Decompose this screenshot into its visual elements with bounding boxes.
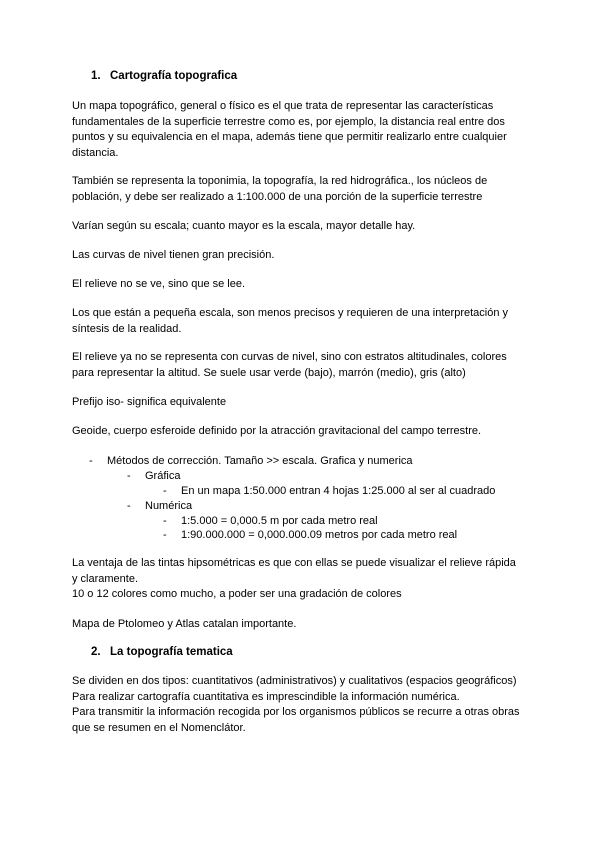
- text-line: El relieve no se ve, sino que se lee.: [72, 278, 246, 290]
- paragraph-definition: [72, 99, 532, 161]
- list-dash: -: [163, 515, 167, 527]
- section-1-heading: [91, 69, 237, 83]
- list-dash: -: [163, 529, 167, 541]
- list-subsubitem-text: En un mapa 1:50.000 entran 4 hojas 1:25.000 al ser al cuadrado: [181, 485, 496, 497]
- list-dash: -: [89, 455, 93, 467]
- list-subsubitem-text: 1:90.000.000 = 0,000.000.09 metros por cada metro real: [181, 529, 458, 541]
- text-line: Las curvas de nivel tienen gran precisión.: [72, 249, 275, 261]
- paragraph-geoide: [72, 424, 532, 440]
- text-line: Los que están a pequeña escala, son menos precisos y requieren de una interpretación y: [72, 307, 509, 319]
- list-subsubitem-text: 1:5.000 = 0,000.5 m por cada metro real: [181, 515, 378, 527]
- text-line: Geoide, cuerpo esferoide definido por la atracción gravitacional del campo terrestre.: [72, 425, 482, 437]
- text-line: puntos y su equivalencia en el mapa, además tiene que permitir realizarlo entre cualquier: [72, 131, 507, 143]
- paragraph-estratos: [72, 350, 532, 381]
- paragraph-toponimia: [72, 174, 532, 205]
- text-line: que se resumen en el Nomenclátor.: [72, 721, 246, 734]
- section-1-number: 1.: [91, 70, 101, 82]
- section-2-heading: [91, 645, 233, 659]
- text-line: Para realizar cartografía cuantitativa es imprescindible la información numérica.: [72, 690, 460, 703]
- list-dash: -: [163, 485, 167, 497]
- text-line: Para transmitir la información recogida por los organismos públicos se recurre a otras obras: [72, 706, 520, 718]
- paragraph-escala: [72, 219, 532, 235]
- paragraph-tematica: [72, 674, 532, 736]
- text-line: La ventaja de las tintas hipsométricas es que con ellas se puede visualizar el relieve rápida: [72, 557, 516, 569]
- text-line: Se dividen en dos tipos: cuantitativos (administrativos) y cualitativos (espacios geográficos): [72, 675, 517, 687]
- text-line: Mapa de Ptolomeo y Atlas catalan importante.: [72, 618, 297, 630]
- text-line: y claramente.: [72, 572, 139, 585]
- text-line: También se representa la toponimia, la topografía, la red hidrográfica., los núcleos de: [72, 175, 488, 187]
- paragraph-ptolomeo: [72, 617, 532, 633]
- text-line: Un mapa topográfico, general o físico es el que trata de representar las características: [72, 100, 494, 112]
- text-line: 10 o 12 colores como mucho, a poder ser una gradación de colores: [72, 588, 402, 600]
- text-line: El relieve ya no se representa con curvas de nivel, sino con estratos altitudinales, colores: [72, 351, 507, 363]
- text-line: síntesis de la realidad.: [72, 322, 182, 335]
- text-line: fundamentales de la superficie terrestre como es, por ejemplo, la distancia real entre dos: [72, 115, 505, 128]
- paragraph-tintas: [72, 556, 532, 603]
- list-subitem-text: Gráfica: [145, 470, 181, 482]
- text-line: distancia.: [72, 146, 119, 159]
- section-1-title: Cartografía topografica: [110, 70, 238, 82]
- paragraph-pequena-escala: [72, 306, 532, 337]
- list-dash: -: [127, 470, 131, 482]
- text-line: población, y debe ser realizado a 1:100.000 de una porción de la superficie terrestre: [72, 190, 483, 203]
- list-subitem-text: Numérica: [145, 500, 193, 512]
- paragraph-prefijo: [72, 395, 532, 411]
- text-line: Prefijo iso- significa equivalente: [72, 396, 227, 408]
- section-2-title: La topografía tematica: [110, 646, 233, 658]
- list-item-text: Métodos de corrección. Tamaño >> escala. Grafica y numerica: [107, 455, 413, 467]
- text-line: para representar la altitud. Se suele usar verde (bajo), marrón (medio), gris (alto): [72, 366, 466, 379]
- section-2-number: 2.: [91, 646, 101, 658]
- paragraph-curvas: [72, 248, 532, 264]
- paragraph-relieve: [72, 277, 532, 293]
- list-dash: -: [127, 500, 131, 512]
- text-line: Varían según su escala; cuanto mayor es la escala, mayor detalle hay.: [72, 220, 416, 232]
